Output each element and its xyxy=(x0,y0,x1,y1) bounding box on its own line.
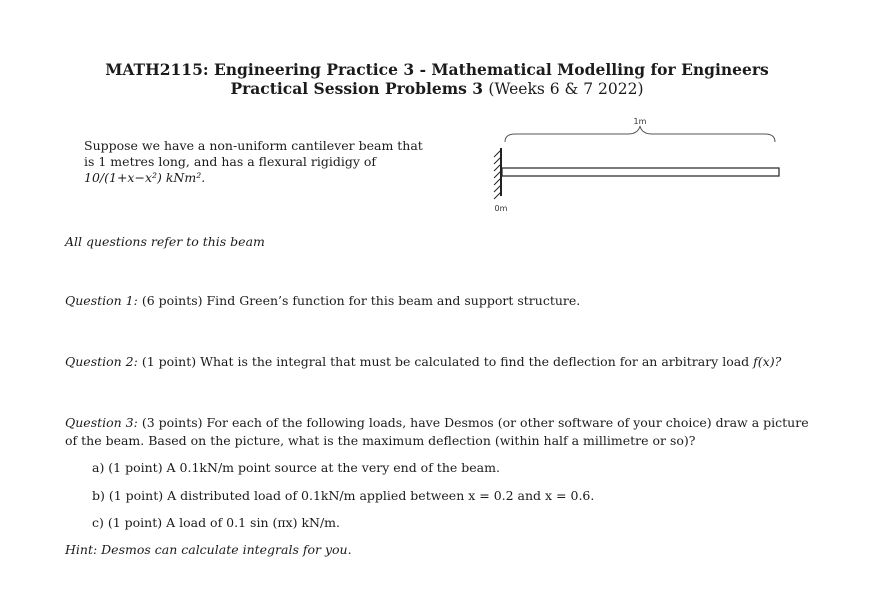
question-2-text: (1 point) What is the integral that must be calculated to find the deflection for an arbitrary load xyxy=(141,354,750,369)
subtitle-dates: (Weeks 6 & 7 2022) xyxy=(488,80,644,98)
question-3-label: Question 3: xyxy=(65,415,138,430)
beam xyxy=(502,168,779,176)
question-1-label: Question 1: xyxy=(65,293,138,308)
part-a: a) (1 point) A 0.1kN/m point source at the very end of the beam. xyxy=(92,460,500,475)
question-1-text: (6 points) Find Green’s function for this beam and support structure. xyxy=(141,293,581,308)
question-2-label: Question 2: xyxy=(65,354,138,369)
intro-line-2: is 1 metres long, and has a flexural rigidigy of xyxy=(84,154,377,169)
intro-rigidity: 10/(1+x−x²) kNm². xyxy=(84,170,206,185)
origin-label: 0m xyxy=(494,204,508,213)
question-1 xyxy=(65,292,845,310)
cantilever-beam-diagram xyxy=(490,112,790,217)
length-label: 1m xyxy=(633,117,647,126)
question-3-text-2: of the beam. Based on the picture, what is the maximum deflection (within half a millimetre or so)? xyxy=(65,433,696,448)
page-subtitle xyxy=(0,79,874,98)
question-3-text-1: (3 points) For each of the following loads, have Desmos (or other software of your choice) draw a picture xyxy=(141,415,809,430)
length-brace xyxy=(505,126,775,142)
intro-paragraph xyxy=(84,138,434,186)
page-title: MATH2115: Engineering Practice 3 - Mathematical Modelling for Engineers xyxy=(105,60,769,79)
beam-note: All questions refer to this beam xyxy=(65,234,265,249)
question-3 xyxy=(65,414,845,450)
subtitle-bold: Practical Session Problems 3 xyxy=(230,79,484,98)
intro-line-1: Suppose we have a non-uniform cantilever beam that xyxy=(84,138,423,153)
question-2 xyxy=(65,353,845,371)
question-2-math: f(x)? xyxy=(753,354,782,369)
wall-hatching xyxy=(494,150,501,199)
part-b: b) (1 point) A distributed load of 0.1kN/m applied between x = 0.2 and x = 0.6. xyxy=(92,488,595,503)
hint: Hint: Desmos can calculate integrals for you. xyxy=(65,542,352,557)
part-c: c) (1 point) A load of 0.1 sin (πx) kN/m. xyxy=(92,515,341,530)
